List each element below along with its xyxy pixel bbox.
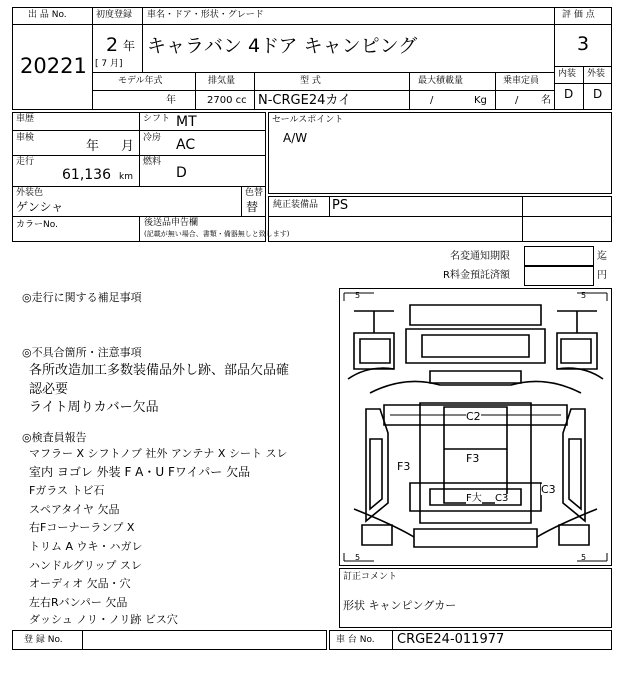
- diagram-corner-label: 5: [581, 291, 587, 300]
- color-change-value: 替: [246, 200, 259, 214]
- fuel-label: 燃料: [143, 157, 162, 167]
- inspector-line: トリム A ウキ・ハガレ: [29, 540, 143, 553]
- inspector-line: オーディオ 欠品・穴: [29, 577, 131, 590]
- capacity-label: 乗車定員: [503, 76, 540, 86]
- car-diagram: [340, 289, 611, 565]
- first-reg-year: 2: [106, 34, 119, 56]
- inspector-line: マフラー X シフトノブ 社外 アンテナ X シート スレ: [29, 447, 288, 460]
- inspector-line: 左右Rバンパー 欠品: [29, 596, 128, 609]
- defects-line: 認必要: [29, 382, 69, 397]
- chassis-label: 車 台 No.: [336, 635, 375, 645]
- mileage-label: 走行: [16, 157, 35, 167]
- inspector-line: ダッシュ ノリ・ノリ跡 ビス穴: [29, 613, 178, 626]
- inspector-line: 右Fコーナーランプ X: [29, 521, 135, 534]
- chassis-number: CRGE24-011977: [397, 632, 505, 647]
- model-year-label: モデル年式: [118, 76, 163, 86]
- defects-line: 各所改造加工多数装備品外し跡、部品欠品確: [29, 363, 290, 378]
- sales-points-value: A/W: [283, 131, 308, 145]
- ac-label: 冷房: [143, 133, 162, 143]
- model-label: 型 式: [300, 76, 321, 86]
- shift-label: シフト: [143, 114, 171, 124]
- diagram-corner-label: 5: [581, 553, 587, 562]
- inspection-year: 年: [86, 139, 100, 154]
- displacement-value: 2700 cc: [207, 95, 247, 106]
- model-year-unit: 年: [166, 95, 176, 106]
- max-load-slash: /: [430, 95, 434, 106]
- lot-label: 出 品 No.: [28, 10, 67, 20]
- inspector-line: Fガラス トビ石: [29, 484, 105, 497]
- interior-grade: D: [564, 87, 574, 101]
- car-name: キャラバン 4ドア キャンピング: [147, 35, 418, 57]
- car-diagram-frame: [339, 288, 612, 566]
- overall-score: 3: [577, 33, 590, 55]
- driving-remarks-header: ◎走行に関する補足事項: [22, 291, 142, 304]
- exterior-color-label: 外装色: [16, 188, 44, 198]
- car-name-label: 車名・ドア・形状・グレード: [147, 10, 264, 20]
- inspector-line: ハンドルグリップ スレ: [29, 559, 142, 572]
- sales-points-label: セールスポイント: [272, 115, 344, 125]
- damage-mark: F3: [397, 460, 411, 473]
- diagram-corner-label: 5: [355, 291, 361, 300]
- exterior-label: 外装: [587, 69, 606, 79]
- inspector-line: 室内 ヨゴレ 外装 F A・U Fワイパー 欠品: [29, 465, 251, 479]
- max-load-label: 最大積載量: [418, 76, 464, 86]
- recycle-fee-label: R料金預託済額: [443, 270, 510, 281]
- model-code: N-CRGE24カイ: [258, 93, 351, 108]
- first-reg-year-unit: 年: [123, 39, 136, 53]
- recycle-fee-unit: 円: [597, 270, 607, 281]
- damage-mark: F大: [466, 493, 482, 504]
- exterior-grade: D: [593, 87, 603, 101]
- inspection-month: 月: [121, 139, 135, 154]
- recycle-fee-field: [524, 266, 594, 286]
- documents-label: 後送品申告欄: [144, 218, 199, 228]
- history-label: 車歴: [16, 114, 35, 124]
- max-load-unit: Kg: [474, 95, 487, 106]
- genuine-equipment-value: PS: [332, 198, 349, 213]
- defects-header: ◎不具合箇所・注意事項: [22, 346, 142, 359]
- capacity-slash: /: [515, 95, 519, 106]
- documents-note: (記載が無い場合、書類・備器無しと致します): [144, 230, 290, 238]
- damage-mark: C3: [541, 483, 556, 496]
- score-label: 評 価 点: [562, 10, 595, 20]
- color-change-label: 色替: [245, 188, 264, 198]
- inspector-line: スペアタイヤ 欠品: [29, 503, 120, 516]
- displacement-label: 排気量: [208, 76, 236, 86]
- defects-line: ライト周りカバー欠品: [29, 400, 159, 415]
- name-change-unit: 迄: [597, 251, 607, 262]
- damage-mark: C2: [466, 410, 481, 423]
- damage-mark: F3: [466, 452, 480, 465]
- genuine-equipment-label: 純正装備品: [273, 200, 319, 210]
- correction-label: 訂正コメント: [343, 572, 398, 582]
- shift-value: MT: [176, 114, 197, 130]
- capacity-unit: 名: [541, 95, 551, 106]
- registration-label: 登 録 No.: [24, 635, 63, 645]
- exterior-color-value: ゲンシャ: [16, 200, 64, 214]
- name-change-label: 名変通知期限: [450, 251, 510, 262]
- mileage-unit: km: [119, 172, 133, 182]
- fuel-value: D: [176, 165, 187, 181]
- inspection-label: 車検: [16, 133, 35, 143]
- damage-mark: C3: [495, 493, 509, 504]
- diagram-corner-label: 5: [355, 553, 361, 562]
- first-reg-month: [ 7 月]: [95, 59, 123, 69]
- mileage-value: 61,136: [62, 167, 111, 183]
- color-no-label: カラーNo.: [16, 220, 58, 230]
- ac-value: AC: [176, 137, 196, 153]
- first-reg-label: 初度登録: [96, 10, 133, 20]
- genuine-equipment-frame: [268, 196, 612, 242]
- interior-label: 内装: [558, 69, 577, 79]
- inspector-header: ◎検査員報告: [22, 431, 87, 444]
- correction-text: 形状 キャンピングカー: [343, 599, 457, 612]
- lot-number: 20221: [20, 54, 87, 78]
- name-change-field: [524, 246, 594, 266]
